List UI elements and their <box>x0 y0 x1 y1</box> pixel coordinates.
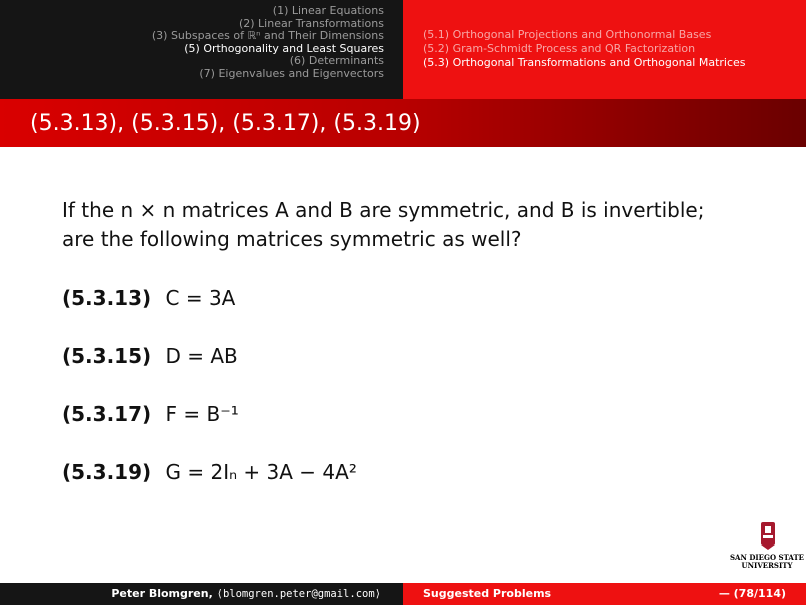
subsection-link-5-1[interactable]: (5.1) Orthogonal Projections and Orthonormal Bases <box>423 28 712 41</box>
problem-number: (5.3.15) <box>62 344 152 368</box>
problem-number: (5.3.19) <box>62 460 152 484</box>
problem-equation: F = B⁻¹ <box>165 402 239 426</box>
section-link-5-current[interactable]: (5) Orthogonality and Least Squares <box>184 41 384 55</box>
frame-title: (5.3.13), (5.3.15), (5.3.17), (5.3.19) <box>30 111 421 136</box>
footer-bar <box>0 583 806 605</box>
footer-author-box <box>0 583 403 605</box>
subsection-link-5-2[interactable]: (5.2) Gram-Schmidt Process and QR Factorization <box>423 42 696 55</box>
author-email[interactable]: ⟨blomgren.peter@gmail.com⟩ <box>216 588 381 600</box>
header-bar <box>0 0 806 99</box>
problem-statement <box>62 196 704 254</box>
section-navigation <box>0 0 403 99</box>
section-link-1[interactable]: (1) Linear Equations <box>272 4 384 17</box>
problem-number: (5.3.13) <box>62 286 152 310</box>
problem-number: (5.3.17) <box>62 402 152 426</box>
problem-item <box>62 400 704 428</box>
author-name: Peter Blomgren, <box>111 587 213 600</box>
logo-text-line-2: UNIVERSITY <box>741 561 793 570</box>
logo-text-line-1: SAN DIEGO STATE <box>730 553 804 562</box>
footer-author <box>111 587 381 600</box>
section-link-7[interactable]: (7) Eigenvalues and Eigenvectors <box>199 66 384 80</box>
logo-shield-icon <box>761 522 775 545</box>
section-link-3[interactable]: (3) Subspaces of ℝⁿ and Their Dimensions <box>151 29 384 42</box>
subsection-navigation <box>403 0 806 99</box>
section-link-2[interactable]: (2) Linear Transformations <box>238 16 384 30</box>
slide-content <box>62 196 704 486</box>
problem-item <box>62 342 704 370</box>
footer-short-title: Suggested Problems <box>423 587 552 600</box>
problem-equation: D = AB <box>165 344 238 368</box>
intro-line-1: If the n × n matrices A and B are symmetric, and B is invertible; <box>62 198 705 222</box>
subsection-list <box>423 28 746 70</box>
problem-item <box>62 458 704 486</box>
problem-item <box>62 284 704 312</box>
section-link-6[interactable]: (6) Determinants <box>289 54 384 67</box>
sdsu-logo <box>730 520 804 572</box>
footer-title-box <box>403 583 806 605</box>
frame-title-bar <box>0 99 806 147</box>
footer-page-number: — (78/114) <box>718 587 786 600</box>
subsection-link-5-3-current[interactable]: (5.3) Orthogonal Transformations and Orthogonal Matrices <box>423 56 746 69</box>
section-list <box>152 5 384 80</box>
problem-equation: C = 3A <box>165 286 236 310</box>
intro-line-2: are the following matrices symmetric as well? <box>62 227 522 251</box>
problem-equation: G = 2Iₙ + 3A − 4A² <box>165 460 357 484</box>
